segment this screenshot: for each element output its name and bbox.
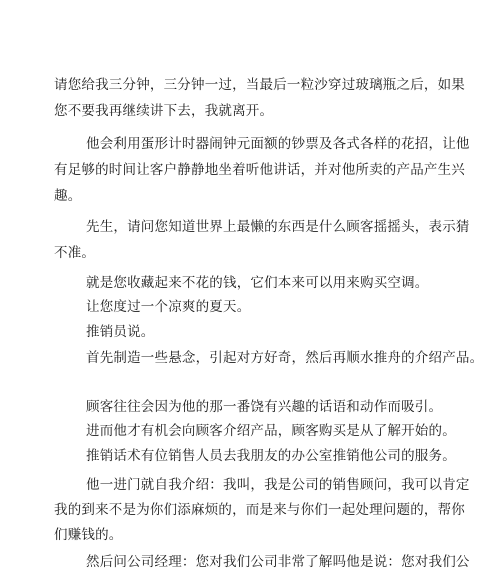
text-line: 他会利用蛋形计时器闹钟元面额的钞票及各式各样的花招，让他 — [86, 136, 470, 152]
text-line: 先生，请问您知道世界上最懒的东西是什么顾客摇摇头，表示猜 — [86, 219, 470, 235]
text-line: 然后问公司经理：您对我们公司非常了解吗他是说：您对我们公 — [86, 554, 470, 570]
text-line: 首先制造一些悬念，引起对方好奇，然后再顺水推舟的介绍产品。 — [86, 350, 484, 366]
text-line: 顾客往往会因为他的那一番饶有兴趣的话语和动作而吸引。 — [86, 399, 443, 415]
text-line: 他一进门就自我介绍：我叫，我是公司的销售顾问，我可以肯定 — [86, 477, 470, 493]
text-line: 您不要我再继续讲下去，我就离开。 — [54, 103, 274, 119]
text-line: 我的到来不是为你们添麻烦的，而是来与你们一起处理问题的，帮你 — [54, 502, 465, 518]
text-line: 让您度过一个凉爽的夏天。 — [86, 299, 251, 315]
text-line: 就是您收藏起来不花的钱，它们本来可以用来购买空调。 — [86, 275, 429, 291]
text-line: 们赚钱的。 — [54, 527, 123, 543]
text-line: 请您给我三分钟，三分钟一过，当最后一粒沙穿过玻璃瓶之后，如果 — [54, 77, 465, 93]
text-line: 不准。 — [54, 245, 96, 261]
text-line: 有足够的时间让客户静静地坐着听他讲话，并对他所卖的产品产生兴 — [54, 162, 465, 178]
text-line: 趣。 — [54, 188, 82, 204]
text-line: 推销员说。 — [86, 324, 155, 340]
text-line: 推销话术有位销售人员去我朋友的办公室推销他公司的服务。 — [86, 448, 456, 464]
text-line: 进而他才有机会向顾客介绍产品，顾客购买是从了解开始的。 — [86, 423, 456, 439]
